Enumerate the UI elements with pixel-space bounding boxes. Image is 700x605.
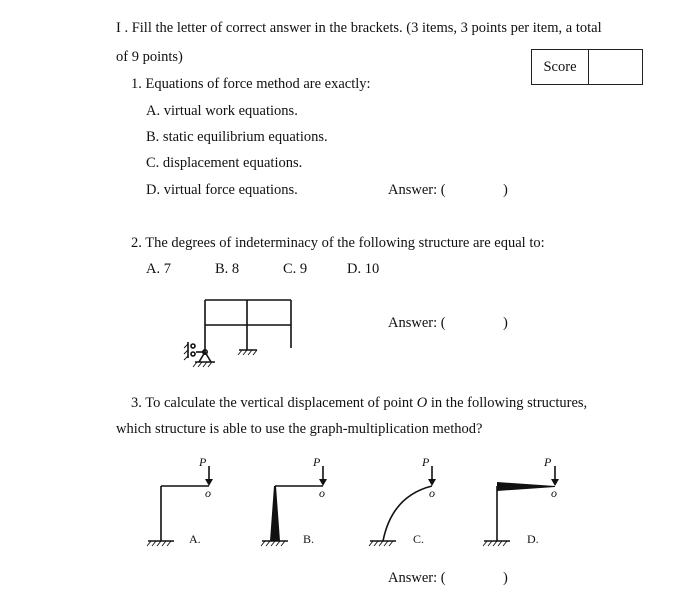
q1-option-b: B. static equilibrium equations. — [146, 129, 328, 145]
q2-option-c: C. 9 — [283, 261, 308, 277]
q1-stem: 1. Equations of force method are exactly: — [131, 76, 371, 92]
fig-b-load-label: P — [313, 455, 321, 469]
q2-answer-label: Answer: ( — [388, 315, 446, 331]
q1-answer-label: Answer: ( — [388, 182, 446, 198]
fig-a-label: A. — [189, 532, 201, 546]
q2-option-b: B. 8 — [215, 261, 240, 277]
fig-d-label: D. — [527, 532, 539, 546]
score-label: Score — [532, 50, 589, 84]
fig-b-label: B. — [303, 532, 315, 546]
fig-c-point-label: o — [429, 486, 435, 500]
q2-option-d: D. 10 — [347, 261, 380, 277]
q3-stem-part2: in the following structures, — [430, 395, 588, 411]
q1-option-a: A. virtual work equations. — [146, 103, 298, 119]
q1-option-c: C. displacement equations. — [146, 155, 303, 171]
section-heading: I . Fill the letter of correct answer in the brackets. (3 items, 3 points per item, a total — [116, 20, 602, 36]
q2-answer-close: ) — [503, 315, 508, 331]
fig-d-point-label: o — [551, 486, 557, 500]
fig-b-point-label: o — [319, 486, 325, 500]
q3-stem-part1: 3. To calculate the vertical displacement of point — [131, 395, 414, 411]
q3-answer-label: Answer: ( — [388, 570, 446, 586]
fig-d-load-label: P — [544, 455, 552, 469]
q1-option-d: D. virtual force equations. — [146, 182, 298, 198]
q3-point-name: O — [416, 395, 428, 411]
q3-answer-blank[interactable] — [458, 570, 498, 588]
fig-a-point-label: o — [205, 486, 211, 500]
fig-c-label: C. — [413, 532, 425, 546]
q1-answer-close: ) — [503, 182, 508, 198]
q3-stem-line2: which structure is able to use the graph-multiplication method? — [116, 421, 483, 437]
fig-c-load-label: P — [422, 455, 430, 469]
q3-answer-close: ) — [503, 570, 508, 586]
section-heading-cont: of 9 points) — [116, 49, 183, 65]
q2-stem: 2. The degrees of indeterminacy of the following structure are equal to: — [131, 235, 545, 251]
q2-option-a: A. 7 — [146, 261, 171, 277]
fig-a-load-label: P — [199, 455, 207, 469]
